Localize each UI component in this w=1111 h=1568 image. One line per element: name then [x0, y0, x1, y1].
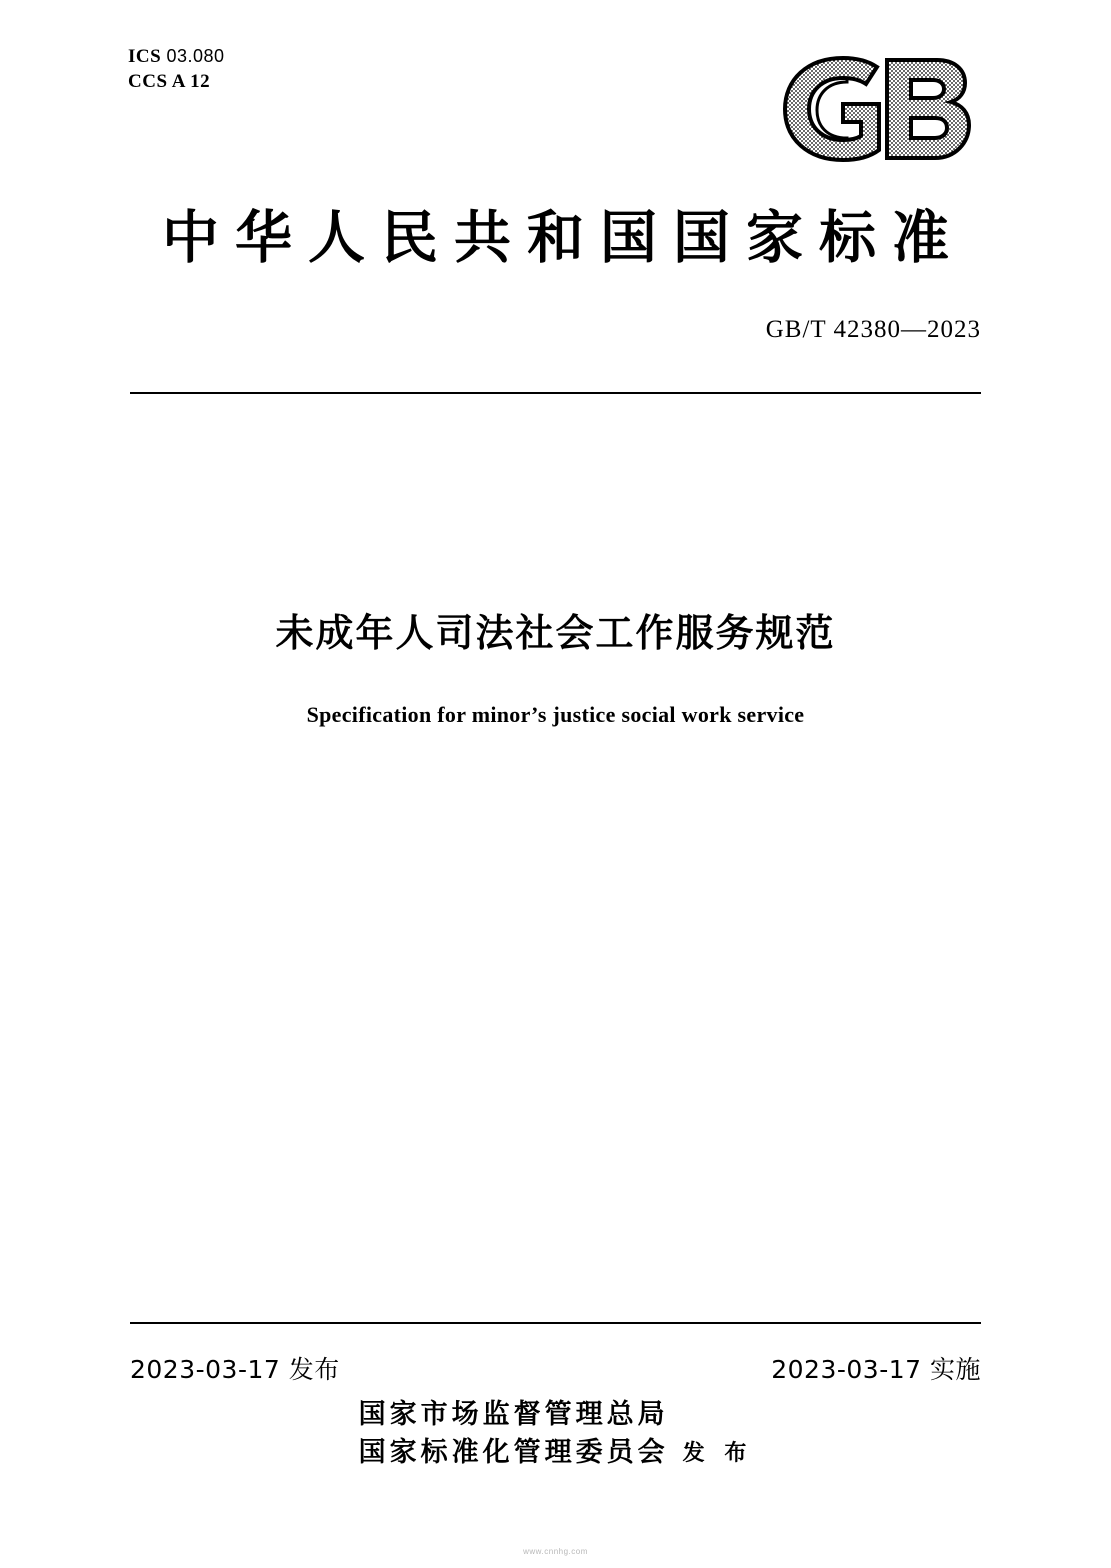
document-title-en: Specification for minor’s justice social work service	[306, 702, 805, 727]
ccs-line	[128, 69, 225, 94]
ccs-value: A 12	[171, 71, 211, 92]
ics-value: 03.080	[166, 46, 225, 66]
divider-top	[130, 392, 981, 394]
issuer-block	[0, 1396, 1111, 1472]
implementation-date: 2023-03-17 实施	[771, 1355, 981, 1384]
issuer-names	[359, 1396, 669, 1472]
standard-number: GB/T 42380—2023	[765, 316, 981, 343]
publish-label: 发 布	[682, 1441, 753, 1466]
issuer-line-2: 国家标准化管理委员会	[358, 1437, 669, 1468]
issue-date: 2023-03-17 发布	[130, 1355, 340, 1384]
page-title: 中华人民共和国国家标准	[162, 205, 965, 271]
ics-label: ICS	[128, 46, 162, 67]
classification-codes	[128, 44, 225, 94]
footer-watermark: www.cnnhg.com	[523, 1547, 588, 1556]
ccs-label: CCS	[128, 71, 168, 92]
divider-bottom	[130, 1322, 981, 1324]
ics-line	[128, 44, 225, 69]
gb-logo-icon	[751, 50, 981, 168]
issuer-line-1: 国家市场监督管理总局	[358, 1399, 669, 1430]
document-title-cn: 未成年人司法社会工作服务规范	[275, 611, 836, 655]
